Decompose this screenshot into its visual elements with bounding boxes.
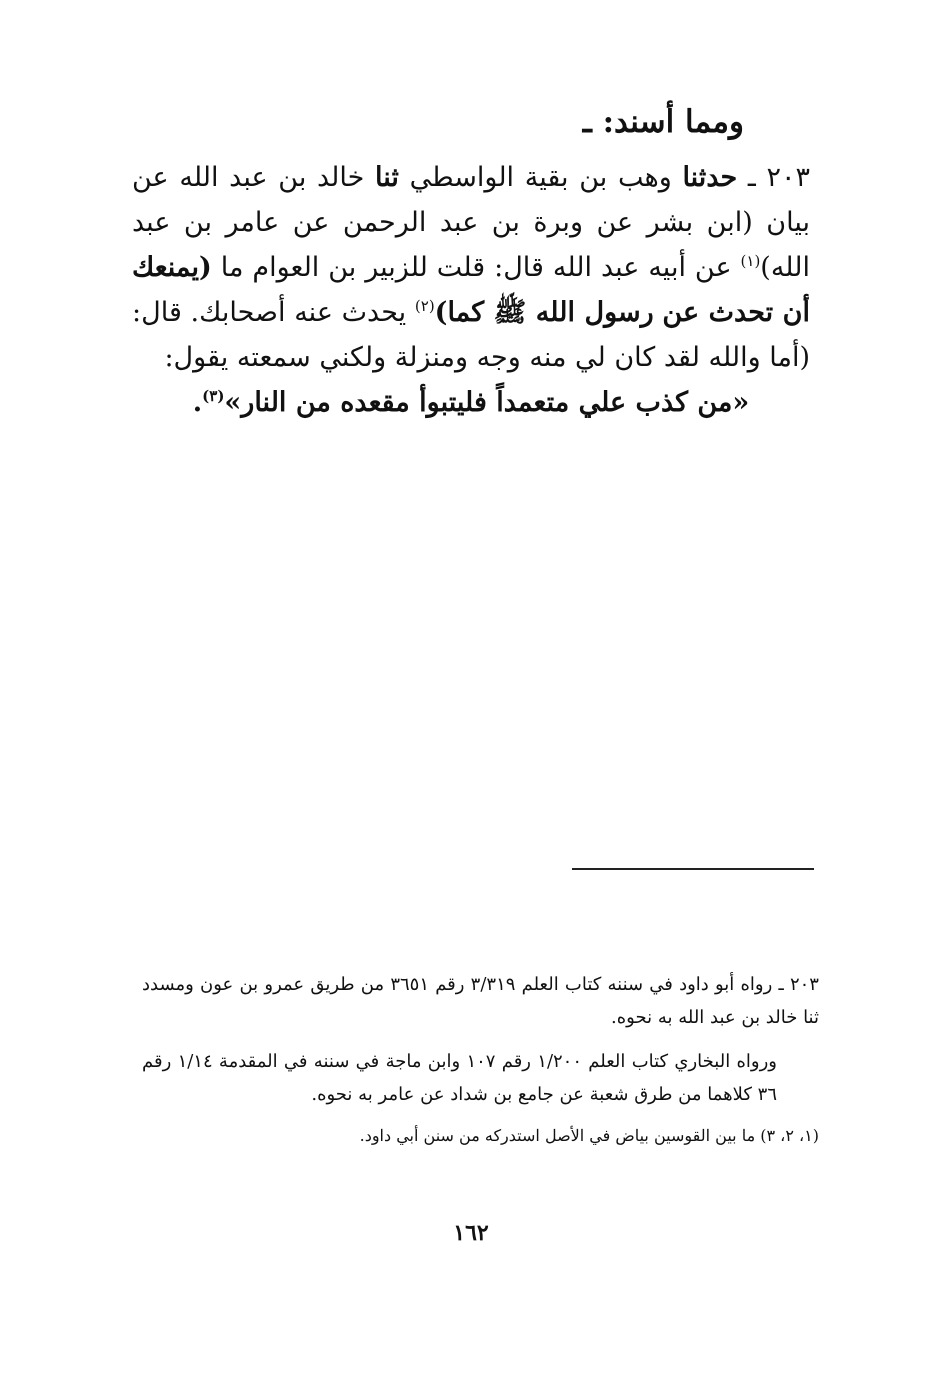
section-heading: ومما أسند: ـ	[582, 104, 744, 140]
thana-word: ثنا	[375, 162, 399, 193]
text-line4-bold: رسول الله ﷺ كما)	[434, 297, 654, 328]
prophetic-quote	[132, 380, 810, 425]
footnote-para-3: (١، ٢، ٣) ما بين القوسين بياض في الأصل استدركه من سنن أبي داود.	[359, 1126, 819, 1145]
quote-text: «من كذب علي متعمداً فليتبوأ مقعده من النار»	[224, 387, 750, 418]
text-line5: كان لي منه وجه ومنزلة ولكني سمعته يقول:	[164, 342, 656, 373]
hadith-text	[132, 155, 810, 425]
footnote-para-1: ٢٠٣ ـ رواه أبو داود في سننه كتاب العلم ٣/٣١٩ رقم ٣٦٥١ من طريق عمرو بن عون ومسدد ثنا خالد بن عبد الله به نحوه.	[142, 974, 819, 1028]
footnote-divider	[572, 868, 814, 870]
text-line3-bold: (يمنعك أن تحدث عن	[132, 252, 810, 328]
footnote-ref-3: (٣)	[202, 387, 225, 405]
footnote-ref-2: (٢)	[414, 297, 435, 315]
hadith-number: ٢٠٣ ـ	[747, 162, 810, 193]
chain-line2: بيان (ابن بشر عن وبرة بن عبد الرحمن عن عامر بن عبد الله)	[132, 207, 810, 283]
footnote-para-2: ورواه البخاري كتاب العلم ١/٢٠٠ رقم ١٠٧ وابن ماجة في سننه في المقدمة ١/١٤ رقم ٣٦ كلاهما من طرق شعبة عن جامع بن شداد عن عامر به نحوه.	[142, 1051, 777, 1105]
text-line4-rest: يحدث عنه أصحابك. قال: (أما والله لقد	[132, 297, 810, 373]
chain-narrator: وهب بن بقية الواسطي	[409, 162, 672, 193]
footnotes	[142, 968, 819, 1161]
hadith-paragraph	[132, 155, 810, 380]
quote-period: .	[192, 387, 203, 418]
chain-lead: حدثنا	[682, 162, 738, 193]
chain-line2-end: عن	[694, 252, 732, 283]
chain-line1-rest: خالد بن عبد الله عن	[132, 162, 365, 193]
page-number: ١٦٢	[453, 1220, 489, 1246]
footnote-ref-1: (١)	[740, 252, 761, 270]
text-line3: أبيه عبد الله قال: قلت للزبير بن العوام ما	[220, 252, 686, 283]
